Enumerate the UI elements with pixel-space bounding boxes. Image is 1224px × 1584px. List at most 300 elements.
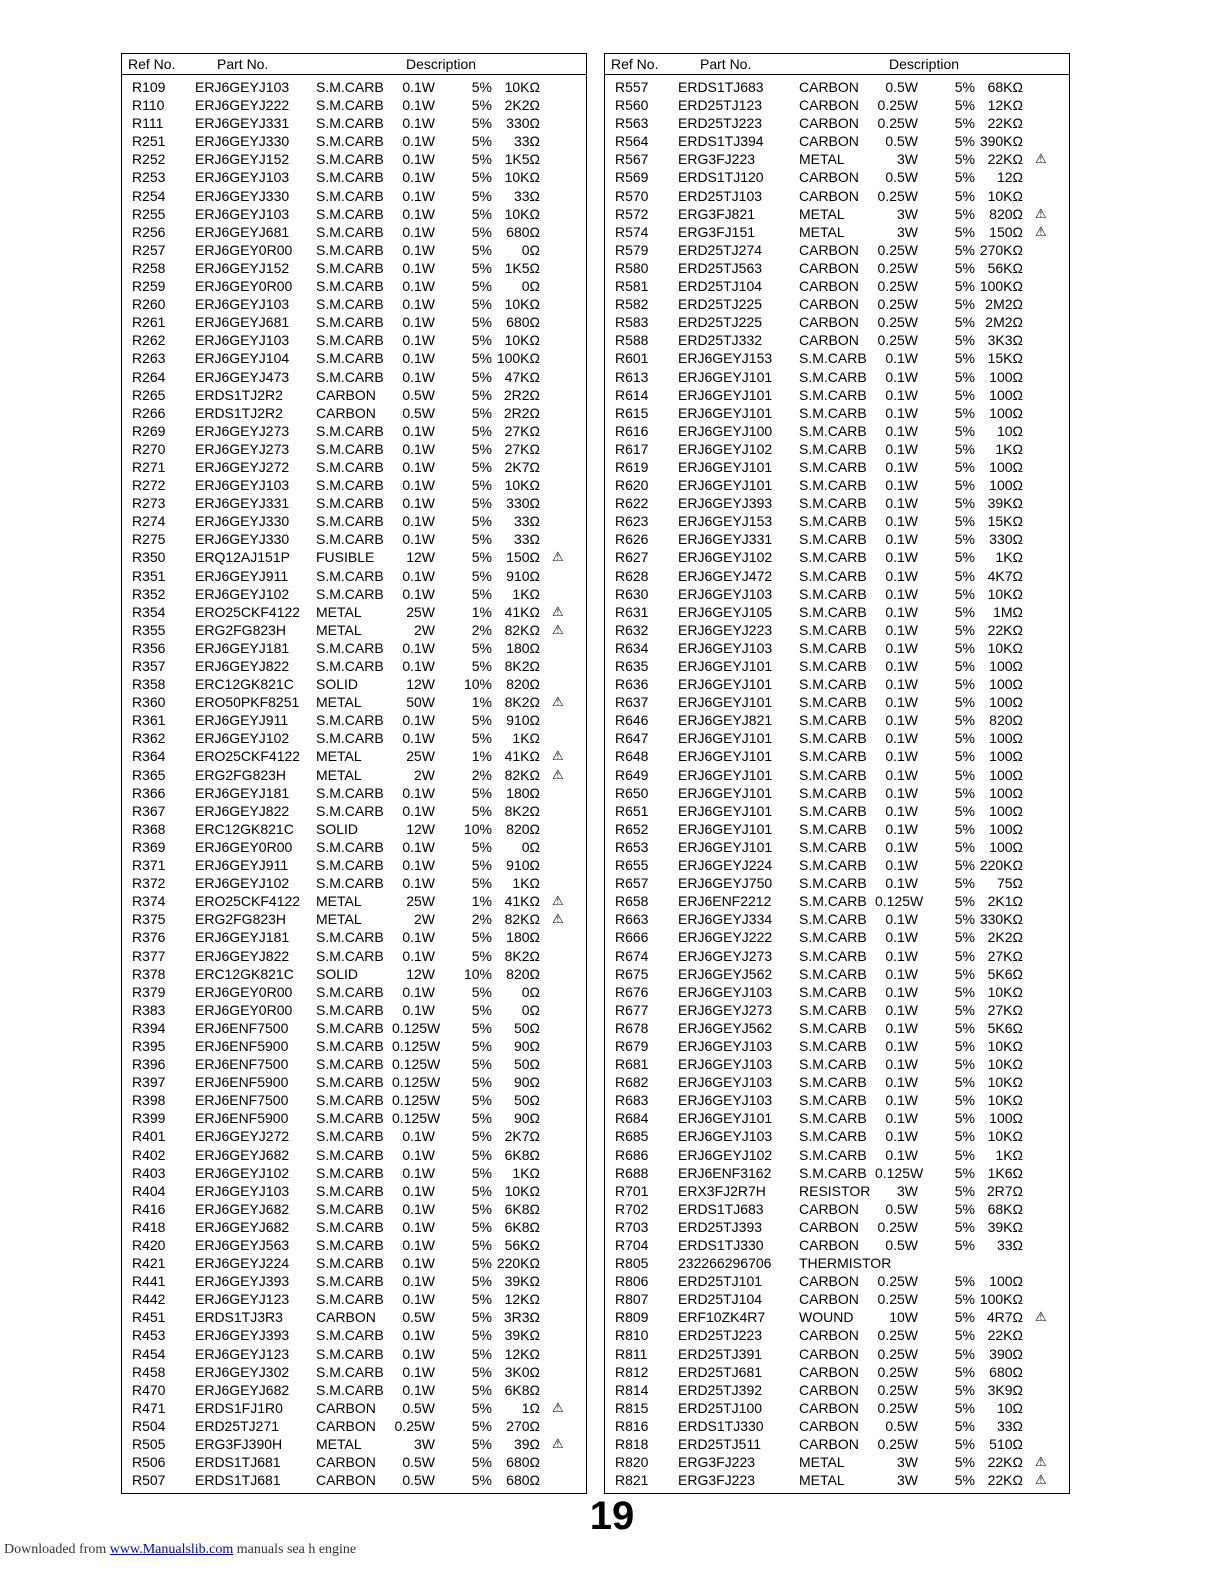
ref-no: R396	[132, 1056, 166, 1073]
resistor-type: METAL	[316, 748, 362, 765]
resistance-value: 1KΩ	[995, 440, 1023, 457]
tolerance: 5%	[954, 223, 975, 240]
resistance-value: 100Ω	[989, 694, 1023, 711]
resistance-value: 390Ω	[989, 1345, 1023, 1362]
ref-no: R261	[132, 314, 166, 331]
wattage: 0.1W	[402, 1128, 435, 1145]
ref-no: R702	[615, 1200, 649, 1217]
ref-no: R451	[132, 1309, 166, 1326]
resistor-type: S.M.CARB	[799, 495, 867, 512]
resistor-type: S.M.CARB	[316, 857, 384, 874]
part-no: ERG2FG823H	[195, 766, 287, 783]
part-no: ERJ6GEY0R00	[195, 278, 293, 295]
resistor-type: S.M.CARB	[799, 893, 867, 910]
ref-no: R616	[615, 422, 649, 439]
table-row	[122, 1146, 586, 1164]
part-no: ERJ6ENF7500	[195, 1056, 289, 1073]
tolerance: 5%	[471, 151, 492, 168]
tolerance: 5%	[954, 694, 975, 711]
part-no: ERJ6GEYJ822	[195, 947, 290, 964]
resistor-type: S.M.CARB	[316, 1200, 384, 1217]
table-row	[605, 1363, 1069, 1381]
part-no: ERJ6GEYJ105	[678, 603, 773, 620]
tolerance: 5%	[471, 1200, 492, 1217]
tolerance: 5%	[954, 1472, 975, 1489]
wattage: 0.25W	[877, 1218, 918, 1235]
tolerance: 1%	[471, 694, 492, 711]
resistance-value: 12Ω	[996, 169, 1023, 186]
table-row	[605, 349, 1069, 367]
ref-no: R572	[615, 205, 649, 222]
resistance-value: 6K8Ω	[504, 1200, 540, 1217]
tolerance: 5%	[954, 1345, 975, 1362]
wattage: 0.1W	[402, 314, 435, 331]
resistance-value: 12KΩ	[987, 97, 1023, 114]
resistance-value: 2R7Ω	[986, 1182, 1023, 1199]
resistance-value: 22KΩ	[987, 151, 1023, 168]
resistor-type: CARBON	[799, 1218, 859, 1235]
part-no: ERD25TJ392	[678, 1381, 763, 1398]
wattage: 0.1W	[402, 1381, 435, 1398]
part-no: ERJ6ENF7500	[195, 1019, 289, 1036]
ref-no: R371	[132, 857, 166, 874]
part-no: ERJ6GEYJ101	[678, 1110, 773, 1127]
table-row	[122, 603, 586, 621]
wattage: 0.1W	[885, 1146, 918, 1163]
part-no: ERJ6GEYJ103	[678, 1128, 773, 1145]
part-no: ERJ6GEYJ223	[678, 621, 773, 638]
table-row	[122, 856, 586, 874]
resistance-value: 4K7Ω	[987, 567, 1023, 584]
tolerance: 5%	[471, 332, 492, 349]
table-row	[122, 368, 586, 386]
tolerance: 5%	[471, 477, 492, 494]
tolerance: 5%	[471, 730, 492, 747]
wattage: 0.1W	[885, 440, 918, 457]
resistance-value: 150Ω	[506, 549, 540, 566]
ref-no: R505	[132, 1436, 166, 1453]
resistance-value: 6K8Ω	[504, 1146, 540, 1163]
resistor-type: S.M.CARB	[799, 386, 867, 403]
table-row	[122, 567, 586, 585]
warning-icon: ⚠	[1035, 223, 1047, 239]
wattage: 0.1W	[885, 513, 918, 530]
resistance-value: 3K9Ω	[987, 1381, 1023, 1398]
tolerance: 5%	[471, 386, 492, 403]
resistance-value: 2K7Ω	[504, 1128, 540, 1145]
resistor-type: CARBON	[799, 187, 859, 204]
table-row	[605, 205, 1069, 223]
tolerance: 5%	[954, 1110, 975, 1127]
part-no: ERJ6GEYJ331	[195, 115, 290, 132]
tolerance: 5%	[954, 1417, 975, 1434]
resistor-type: CARBON	[799, 332, 859, 349]
table-row	[122, 476, 586, 494]
part-no: ERJ6GEYJ272	[195, 458, 290, 475]
ref-no: R569	[615, 169, 649, 186]
parts-table-left	[121, 53, 587, 1494]
wattage: 0.1W	[885, 585, 918, 602]
table-row	[122, 621, 586, 639]
tolerance: 5%	[954, 1327, 975, 1344]
part-no: ERDS1TJ330	[678, 1417, 764, 1434]
part-no: ERJ6GEYJ101	[678, 658, 773, 674]
resistance-value: 2K7Ω	[504, 458, 540, 475]
part-no: ERD25TJ223	[678, 115, 763, 132]
resistance-value: 270Ω	[506, 1417, 540, 1434]
wattage: 0.5W	[885, 1237, 918, 1253]
wattage: 0.1W	[885, 531, 918, 548]
table-row	[605, 1073, 1069, 1091]
wattage: 0.1W	[402, 1200, 435, 1217]
resistor-type: S.M.CARB	[799, 585, 867, 602]
part-no: ERX3FJ2R7H	[678, 1182, 766, 1199]
ref-no: R272	[132, 477, 166, 494]
part-no: ERJ6GEYJ103	[678, 585, 773, 602]
part-no: ERC12GK821C	[195, 820, 294, 837]
wattage: 0.5W	[885, 1200, 918, 1217]
part-no: ERJ6GEYJ103	[195, 205, 290, 222]
resistance-value: 22KΩ	[987, 1327, 1023, 1344]
tolerance: 5%	[471, 1110, 492, 1127]
wattage: 12W	[406, 820, 435, 837]
warning-icon: ⚠	[552, 621, 564, 637]
resistor-type: S.M.CARB	[799, 621, 867, 638]
table-row	[605, 1453, 1069, 1471]
table-row	[122, 548, 586, 566]
tolerance: 5%	[471, 79, 492, 95]
header-description: Description	[889, 56, 960, 72]
ref-no: R255	[132, 205, 166, 222]
resistance-value: 0Ω	[521, 241, 540, 258]
resistance-value: 3K0Ω	[504, 1363, 540, 1380]
ref-no: R352	[132, 585, 166, 602]
ref-no: R682	[615, 1074, 649, 1091]
wattage: 0.25W	[877, 314, 918, 331]
resistance-value: 1K6Ω	[987, 1164, 1023, 1181]
wattage: 0.1W	[885, 549, 918, 566]
resistance-value: 820Ω	[989, 205, 1023, 222]
resistor-type: S.M.CARB	[316, 929, 384, 946]
resistor-type: S.M.CARB	[316, 296, 384, 313]
table-row	[605, 331, 1069, 349]
tolerance: 5%	[471, 1218, 492, 1235]
resistance-value: 68KΩ	[987, 1200, 1023, 1217]
part-no: ERJ6GEYJ103	[195, 296, 290, 313]
table-row	[605, 657, 1069, 675]
part-no: ERD25TJ101	[678, 1273, 763, 1290]
resistance-value: 0Ω	[521, 1001, 540, 1018]
tolerance: 5%	[471, 1417, 492, 1434]
resistor-type: S.M.CARB	[316, 1074, 384, 1091]
resistance-value: 33Ω	[996, 1417, 1023, 1434]
resistor-type: S.M.CARB	[799, 1164, 867, 1181]
resistance-value: 100Ω	[989, 1110, 1023, 1127]
part-no: ERD25TJ123	[678, 97, 763, 114]
resistor-type: CARBON	[799, 115, 859, 132]
resistance-value: 390KΩ	[979, 133, 1023, 150]
resistor-type: S.M.CARB	[799, 857, 867, 874]
resistor-type: METAL	[799, 151, 845, 168]
part-no: 232266296706	[678, 1255, 772, 1272]
ref-no: R453	[132, 1327, 166, 1344]
wattage: 0.125W	[392, 1074, 441, 1091]
table-row	[605, 983, 1069, 1001]
ref-no: R251	[132, 133, 166, 150]
warning-icon: ⚠	[552, 766, 564, 782]
ref-no: R401	[132, 1128, 166, 1145]
table-row	[122, 1091, 586, 1109]
ref-no: R818	[615, 1436, 649, 1453]
resistance-value: 1KΩ	[512, 1164, 540, 1181]
tolerance: 5%	[471, 983, 492, 1000]
resistance-value: 41KΩ	[504, 748, 540, 765]
footer-suffix: manuals sea h engine	[236, 1542, 357, 1557]
resistor-type: S.M.CARB	[316, 314, 384, 331]
resistor-type: CARBON	[316, 1417, 376, 1434]
resistance-value: 33Ω	[513, 187, 540, 204]
tolerance: 5%	[954, 585, 975, 602]
wattage: 0.1W	[885, 458, 918, 475]
ref-no: R637	[615, 694, 649, 711]
ref-no: R109	[132, 79, 166, 95]
ref-no: R358	[132, 676, 166, 693]
wattage: 0.1W	[402, 241, 435, 258]
wattage: 0.25W	[877, 115, 918, 132]
part-no: ERJ6GEYJ681	[195, 314, 290, 331]
resistor-type: S.M.CARB	[799, 1146, 867, 1163]
ref-no: R398	[132, 1092, 166, 1109]
wattage: 0.25W	[877, 1345, 918, 1362]
wattage: 0.5W	[402, 404, 435, 421]
wattage: 0.1W	[402, 712, 435, 729]
wattage: 0.1W	[402, 1146, 435, 1163]
resistance-value: 12KΩ	[504, 1345, 540, 1362]
wattage: 0.1W	[885, 820, 918, 837]
part-no: ERJ6GEYJ682	[195, 1200, 290, 1217]
tolerance: 5%	[954, 368, 975, 385]
wattage: 0.1W	[402, 477, 435, 494]
tolerance: 5%	[954, 97, 975, 114]
resistor-type: S.M.CARB	[799, 911, 867, 928]
resistor-type: S.M.CARB	[316, 169, 384, 186]
wattage: 0.1W	[402, 1164, 435, 1181]
table-row	[122, 874, 586, 892]
table-row	[605, 1127, 1069, 1145]
resistance-value: 0Ω	[521, 838, 540, 855]
resistance-value: 2R2Ω	[503, 386, 540, 403]
ref-no: R418	[132, 1218, 166, 1235]
ref-no: R806	[615, 1273, 649, 1290]
tolerance: 5%	[954, 947, 975, 964]
ref-no: R383	[132, 1001, 166, 1018]
footer	[4, 1542, 356, 1558]
wattage: 0.1W	[402, 983, 435, 1000]
resistor-type: S.M.CARB	[316, 1218, 384, 1235]
wattage: 0.1W	[402, 115, 435, 132]
resistance-value: 39KΩ	[504, 1327, 540, 1344]
table-row	[122, 150, 586, 168]
resistance-value: 2K1Ω	[987, 893, 1023, 910]
ref-no: R570	[615, 187, 649, 204]
wattage: 0.1W	[885, 965, 918, 982]
resistor-type: CARBON	[799, 1436, 859, 1453]
wattage: 0.5W	[402, 1399, 435, 1416]
resistor-type: CARBON	[316, 386, 376, 403]
resistor-type: S.M.CARB	[799, 730, 867, 747]
table-row	[605, 1272, 1069, 1290]
resistance-value: 100Ω	[989, 802, 1023, 819]
resistance-value: 100Ω	[989, 784, 1023, 801]
ref-no: R379	[132, 983, 166, 1000]
resistor-type: S.M.CARB	[799, 965, 867, 982]
wattage: 0.1W	[402, 1345, 435, 1362]
resistance-value: 12KΩ	[504, 1291, 540, 1308]
table-row	[605, 132, 1069, 150]
tolerance: 5%	[471, 1381, 492, 1398]
ref-no: R703	[615, 1218, 649, 1235]
wattage: 0.25W	[877, 278, 918, 295]
ref-no: R471	[132, 1399, 166, 1416]
tolerance: 5%	[954, 115, 975, 132]
ref-no: R376	[132, 929, 166, 946]
wattage: 0.25W	[877, 1399, 918, 1416]
table-row	[605, 585, 1069, 603]
resistance-value: 8K2Ω	[504, 802, 540, 819]
part-no: ERDS1FJ1R0	[195, 1399, 283, 1416]
ref-no: R601	[615, 350, 649, 367]
resistor-type: S.M.CARB	[316, 151, 384, 168]
resistor-type: CARBON	[799, 169, 859, 186]
ref-no: R260	[132, 296, 166, 313]
resistance-value: 1MΩ	[993, 603, 1023, 620]
tolerance: 5%	[954, 766, 975, 783]
resistance-value: 39Ω	[513, 1436, 540, 1453]
ref-no: R634	[615, 639, 649, 656]
table-row	[122, 1399, 586, 1417]
tolerance: 5%	[471, 1363, 492, 1380]
table-row	[605, 368, 1069, 386]
table-row	[122, 1037, 586, 1055]
wattage: 0.25W	[877, 1273, 918, 1290]
ref-no: R583	[615, 314, 649, 331]
table-row	[122, 223, 586, 241]
resistor-type: S.M.CARB	[316, 838, 384, 855]
resistance-value: 27KΩ	[504, 422, 540, 439]
wattage: 0.1W	[402, 169, 435, 186]
part-no: ERG2FG823H	[195, 621, 287, 638]
tolerance: 5%	[471, 296, 492, 313]
part-no: ERJ6GEYJ103	[678, 639, 773, 656]
resistor-type: S.M.CARB	[316, 1345, 384, 1362]
table-row	[122, 928, 586, 946]
tolerance: 5%	[471, 1291, 492, 1308]
resistor-type: RESISTOR	[799, 1182, 871, 1199]
resistance-value: 1KΩ	[512, 730, 540, 747]
resistor-type: CARBON	[799, 133, 859, 150]
table-row	[605, 187, 1069, 205]
table-row	[122, 1055, 586, 1073]
header-ref: Ref No.	[611, 56, 659, 72]
table-row	[122, 530, 586, 548]
part-no: ERJ6GEYJ334	[678, 911, 773, 928]
resistor-type: WOUND	[799, 1309, 854, 1326]
tolerance: 5%	[471, 187, 492, 204]
ref-no: R441	[132, 1273, 166, 1290]
warning-icon: ⚠	[1035, 1309, 1047, 1325]
ref-no: R350	[132, 549, 166, 566]
tolerance: 5%	[471, 712, 492, 729]
resistor-type: S.M.CARB	[316, 1255, 384, 1272]
ref-no: R627	[615, 549, 649, 566]
ref-no: R666	[615, 929, 649, 946]
part-no: ERD25TJ271	[195, 1417, 280, 1434]
wattage: 0.1W	[885, 712, 918, 729]
wattage: 0.1W	[885, 639, 918, 656]
part-no: ERQ12AJ151P	[195, 549, 290, 566]
wattage: 10W	[889, 1309, 918, 1326]
manualslib-link[interactable]: www.Manualslib.com	[109, 1542, 234, 1557]
table-row	[605, 1399, 1069, 1417]
resistance-value: 39KΩ	[504, 1273, 540, 1290]
resistance-value: 100KΩ	[979, 278, 1023, 295]
tolerance: 5%	[954, 893, 975, 910]
resistance-value: 15KΩ	[987, 350, 1023, 367]
resistor-type: CARBON	[316, 1472, 376, 1489]
wattage: 0.1W	[402, 350, 435, 367]
resistance-value: 910Ω	[506, 567, 540, 584]
resistor-type: S.M.CARB	[316, 458, 384, 475]
table-row	[122, 729, 586, 747]
part-no: ERC12GK821C	[195, 965, 294, 982]
tolerance: 5%	[471, 422, 492, 439]
wattage: 0.1W	[402, 929, 435, 946]
table-row	[605, 1218, 1069, 1236]
resistance-value: 33Ω	[513, 531, 540, 548]
ref-no: R506	[132, 1454, 166, 1471]
resistance-value: 50Ω	[513, 1019, 540, 1036]
wattage: 3W	[897, 205, 918, 222]
tolerance: 5%	[471, 513, 492, 530]
tolerance: 10%	[463, 676, 492, 693]
table-row	[122, 747, 586, 765]
resistance-value: 10KΩ	[504, 205, 540, 222]
resistance-value: 3R3Ω	[503, 1309, 540, 1326]
part-no: ERDS1TJ681	[195, 1472, 281, 1489]
resistor-type: S.M.CARB	[316, 477, 384, 494]
resistor-type: S.M.CARB	[316, 1273, 384, 1290]
ref-no: R820	[615, 1454, 649, 1471]
wattage: 0.1W	[885, 386, 918, 403]
wattage: 0.1W	[885, 676, 918, 693]
tolerance: 5%	[471, 404, 492, 421]
part-no: ERJ6GEYJ103	[678, 1037, 773, 1054]
resistor-type: S.M.CARB	[799, 712, 867, 729]
tolerance: 5%	[954, 730, 975, 747]
wattage: 3W	[414, 1436, 435, 1453]
tolerance: 5%	[471, 1056, 492, 1073]
wattage: 0.1W	[402, 368, 435, 385]
tolerance: 5%	[954, 857, 975, 874]
resistor-type: METAL	[799, 205, 845, 222]
wattage: 0.25W	[877, 1436, 918, 1453]
wattage: 0.125W	[392, 1110, 441, 1127]
table-row	[605, 476, 1069, 494]
part-no: ERJ6GEYJ101	[678, 820, 773, 837]
ref-no: R397	[132, 1074, 166, 1091]
wattage: 0.25W	[877, 97, 918, 114]
table-row	[605, 386, 1069, 404]
